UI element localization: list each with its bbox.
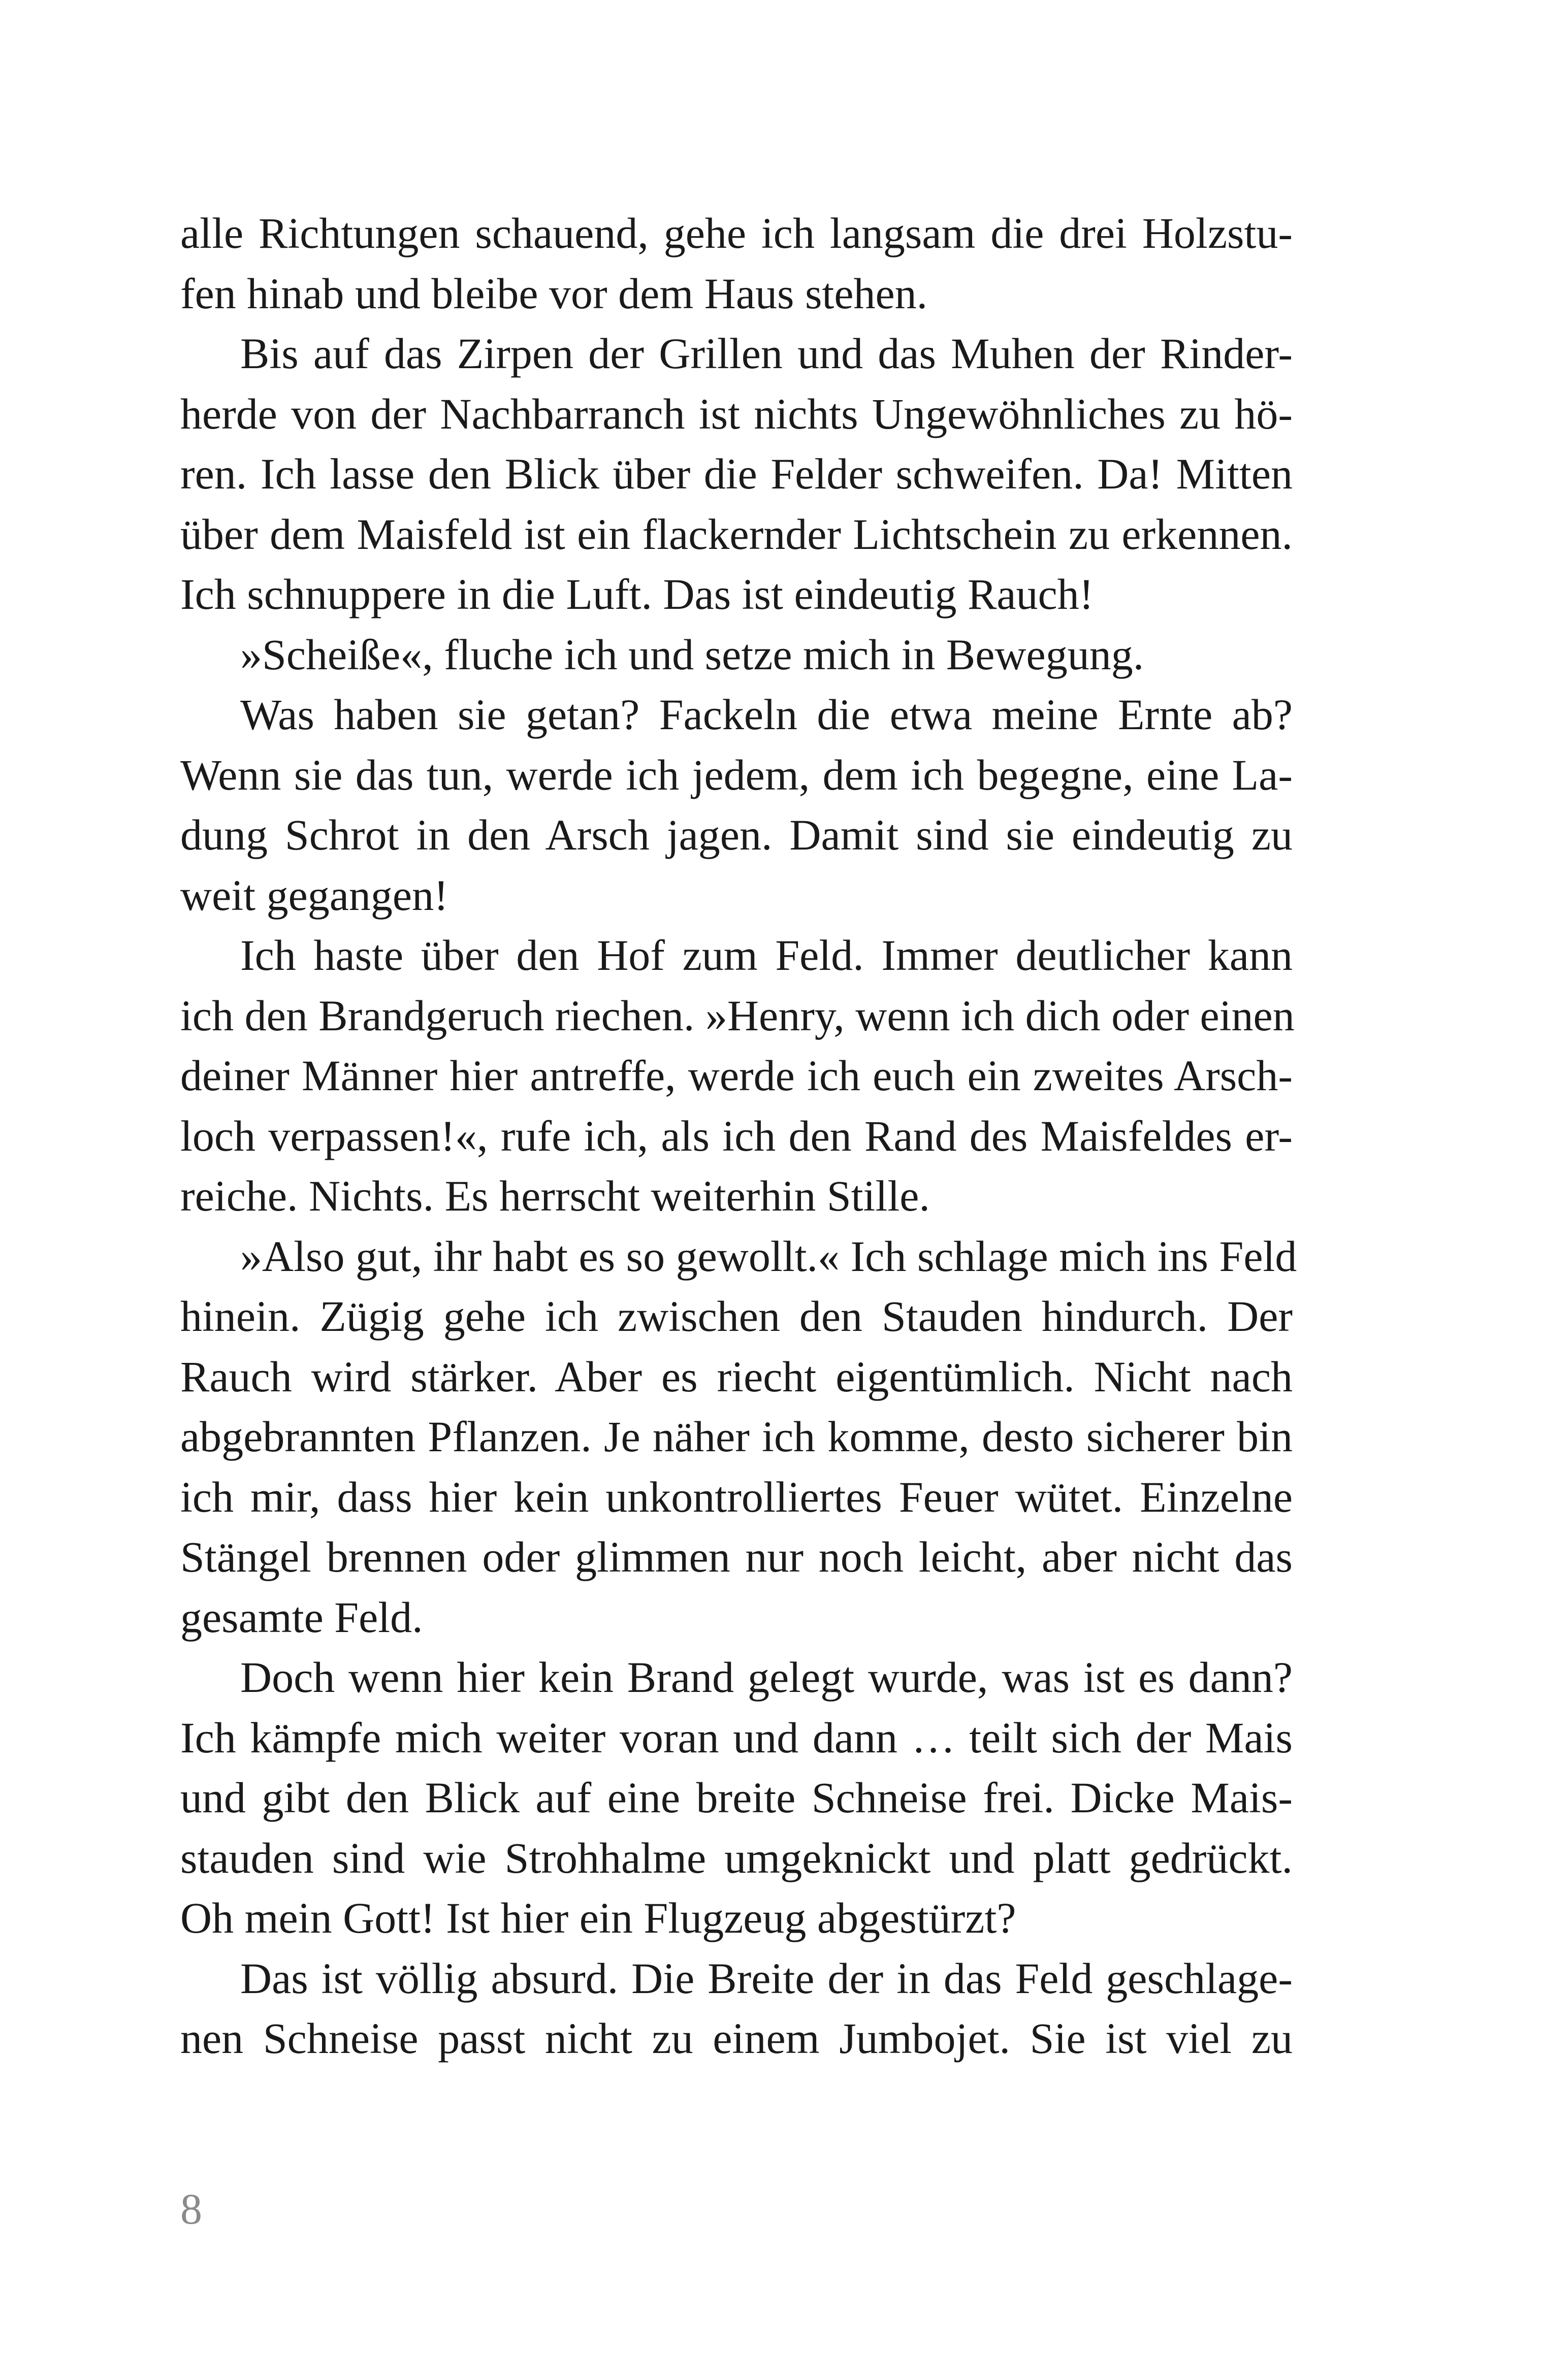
paragraph <box>180 625 1293 685</box>
text-line: Ich schnuppere in die Luft. Das ist eindeutig Rauch! <box>180 570 1094 618</box>
text-line: Bis auf das Zirpen der Grillen und das Muhen der Rinder- <box>240 329 1293 378</box>
text-line: alle Richtungen schauend, gehe ich langsam die drei Holzstu- <box>180 209 1293 257</box>
text-line: Ich haste über den Hof zum Feld. Immer deutlicher kann <box>240 931 1293 980</box>
paragraph <box>180 1647 1293 1948</box>
text-line: Stängel brennen oder glimmen nur noch leicht, aber nicht das <box>180 1533 1293 1581</box>
text-line: reiche. Nichts. Es herrscht weiterhin Stille. <box>180 1171 930 1220</box>
text-line: Wenn sie das tun, werde ich jedem, dem ich begegne, eine La- <box>180 750 1293 799</box>
text-line: und gibt den Blick auf eine breite Schneise frei. Dicke Mais- <box>180 1773 1293 1822</box>
page-number: 8 <box>180 2185 202 2233</box>
text-line: »Also gut, ihr habt es so gewollt.« Ich schlage mich ins Feld <box>240 1231 1297 1281</box>
paragraph <box>180 1948 1293 2069</box>
text-line: Doch wenn hier kein Brand gelegt wurde, was ist es dann? <box>240 1653 1293 1702</box>
text-line: dung Schrot in den Arsch jagen. Damit sind sie eindeutig zu <box>180 810 1293 859</box>
text-line: herde von der Nachbarranch ist nichts Ungewöhnliches zu hö- <box>180 389 1293 438</box>
text-line: weit gegangen! <box>180 870 448 920</box>
text-line: fen hinab und bleibe vor dem Haus stehen. <box>180 269 928 318</box>
text-line: Das ist völlig absurd. Die Breite der in das Feld geschlage- <box>240 1953 1293 2003</box>
text-line: Ich kämpfe mich weiter voran und dann … teilt sich der Mais <box>180 1713 1293 1762</box>
text-line: Oh mein Gott! Ist hier ein Flugzeug abgestürzt? <box>180 1894 1016 1942</box>
text-line: Rauch wird stärker. Aber es riecht eigentümlich. Nicht nach <box>180 1352 1293 1401</box>
text-line: ren. Ich lasse den Blick über die Felder schweifen. Da! Mitten <box>180 449 1293 498</box>
paragraph <box>180 203 1293 323</box>
text-line: über dem Maisfeld ist ein flackernder Lichtschein zu erkennen. <box>180 509 1293 559</box>
text-line: stauden sind wie Strohhalme umgeknickt und platt gedrückt. <box>180 1833 1293 1882</box>
text-line: ich mir, dass hier kein unkontrolliertes Feuer wütet. Einzelne <box>180 1472 1293 1521</box>
paragraph <box>180 1226 1297 1648</box>
text-line: abgebrannten Pflanzen. Je näher ich komme, desto sicherer bin <box>180 1412 1293 1461</box>
text-line: hinein. Zügig gehe ich zwischen den Stauden hindurch. Der <box>180 1292 1293 1341</box>
text-line: »Scheiße«, fluche ich und setze mich in Bewegung. <box>240 630 1144 679</box>
text-line: nen Schneise passt nicht zu einem Jumbojet. Sie ist viel zu <box>180 2014 1293 2063</box>
text-line: Was haben sie getan? Fackeln die etwa meine Ernte ab? <box>240 690 1293 739</box>
paragraph <box>180 323 1293 625</box>
body-text <box>180 203 1297 2069</box>
text-line: ich den Brandgeruch riechen. »Henry, wenn ich dich oder einen <box>180 991 1295 1040</box>
text-line: deiner Männer hier antreffe, werde ich euch ein zweites Arsch- <box>180 1051 1293 1100</box>
text-line: loch verpassen!«, rufe ich, als ich den Rand des Maisfeldes er- <box>180 1111 1293 1160</box>
paragraph <box>180 684 1293 925</box>
text-line: gesamte Feld. <box>180 1592 423 1642</box>
paragraph <box>180 925 1293 1226</box>
